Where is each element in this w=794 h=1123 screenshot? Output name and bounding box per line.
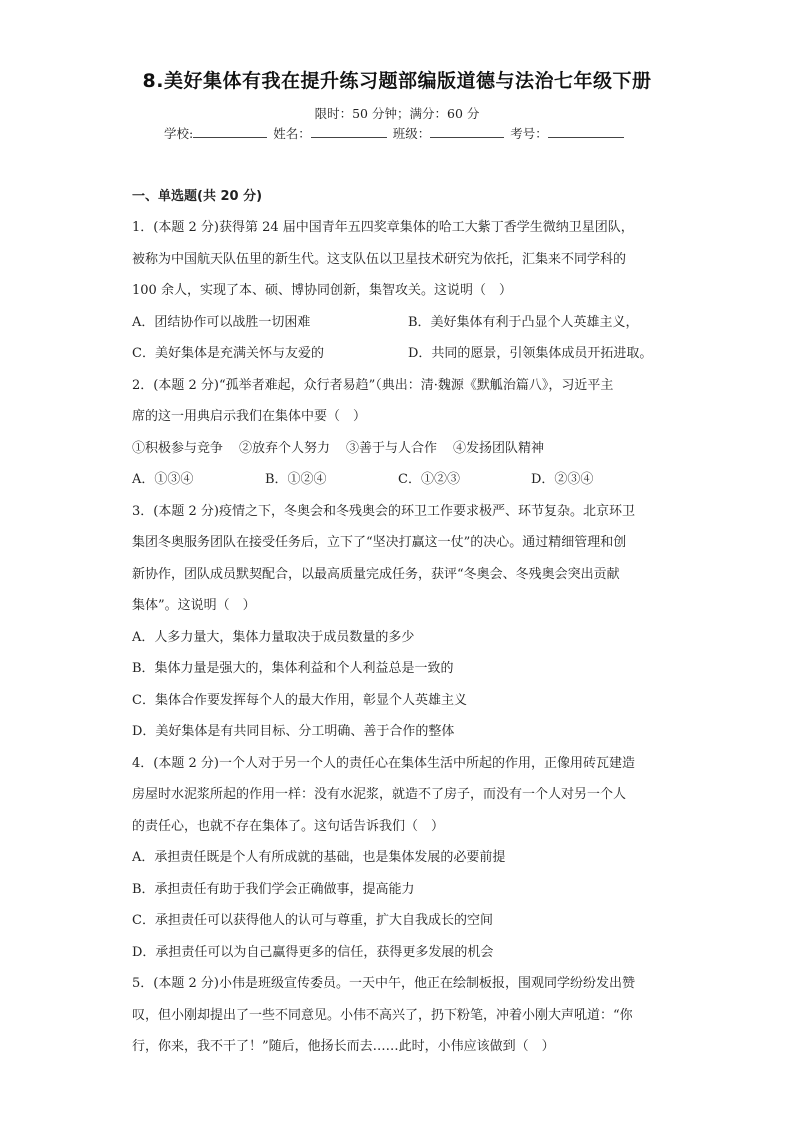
choice-item: ①积极参与竞争 (132, 440, 224, 456)
option-d: D．共同的愿景，引领集体成员开拓进取。 (408, 346, 653, 361)
option-b: B．①②④ (265, 472, 327, 487)
choice-item: ④发扬团队精神 (453, 440, 545, 456)
school-blank (193, 124, 267, 138)
question-text-line: 集团冬奥服务团队在接受任务后，立下了“坚决打赢这一仗”的决心。通过精细管理和创 (132, 535, 627, 550)
question-3 (132, 496, 664, 748)
option-c: C．集体合作要发挥每个人的最大作用，彰显个人英雄主义 (132, 692, 467, 708)
option-d: D．承担责任可以为自己赢得更多的信任，获得更多发展的机会 (132, 944, 494, 960)
question-text-line: 集体”。这说明（ ） (132, 598, 256, 613)
exam-number-label: 考号： (510, 126, 548, 141)
question-text-line: 新协作，团队成员默契配合，以最高质量完成任务，获评“冬奥会、冬残奥会突出贡献 (132, 566, 620, 582)
question-text-line: 4．(本题 2 分)一个人对于另一个人的责任心在集体生活中所起的作用，正像用砖瓦建造 (132, 755, 635, 771)
option-a: A．①③④ (132, 472, 194, 487)
page-title: 8.美好集体有我在提升练习题部编版道德与法治七年级下册 (142, 70, 652, 92)
choice-item: ②放弃个人努力 (239, 440, 331, 456)
question-text-line: 3．(本题 2 分)疫情之下，冬奥会和冬残奥会的环卫工作要求极严、环节复杂。北京环卫 (132, 503, 635, 519)
question-text-line: 2．(本题 2 分)“孤举者难起，众行者易趋”（典出：清·魏源《默觚治篇八》，习近平主 (132, 377, 614, 393)
question-5 (132, 968, 664, 1063)
question-text-line: 行，你来，我不干了！”随后，他扬长而去……此时，小伟应该做到（ ） (132, 1039, 555, 1054)
option-d: D．②③④ (531, 472, 594, 487)
option-c: C．承担责任可以获得他人的认可与尊重，扩大自我成长的空间 (132, 913, 493, 928)
name-blank (311, 124, 387, 138)
option-b: B．承担责任有助于我们学会正确做事，提高能力 (132, 881, 415, 897)
question-1 (132, 212, 664, 370)
question-4 (132, 748, 664, 969)
name-label: 姓名： (273, 126, 311, 141)
question-text-line: 叹，但小刚却提出了一些不同意见。小伟不高兴了，扔下粉笔，冲着小刚大声吼道：“你 (132, 1007, 633, 1023)
option-b: B．集体力量是强大的，集体利益和个人利益总是一致的 (132, 661, 454, 676)
question-text-line: 被称为中国航天队伍里的新生代。这支队伍以卫星技术研究为依托，汇集来不同学科的 (132, 251, 627, 267)
question-text-line: 5．(本题 2 分)小伟是班级宣传委员。一天中午，他正在绘制板报，围观同学纷纷发出赞 (132, 976, 635, 991)
question-text-line: 100 余人，实现了本、硕、博协同创新，集智攻关。这说明（ ） (132, 283, 512, 298)
class-blank (430, 124, 504, 138)
option-a: A．人多力量大，集体力量取决于成员数量的多少 (132, 629, 415, 645)
question-2 (132, 370, 664, 496)
question-text-line: 席的这一用典启示我们在集体中要（ ） (132, 409, 367, 424)
option-c: C．美好集体是充满关怀与友爱的 (132, 346, 324, 361)
option-row (132, 338, 664, 370)
time-score-info: 限时：50 分钟；满分：60 分 (314, 106, 480, 121)
choice-item: ③善于与人合作 (346, 440, 438, 456)
question-text-line: 1．(本题 2 分)获得第 24 届中国青年五四奖章集体的哈工大紫丁香学生微纳卫星团队， (132, 220, 634, 235)
student-info-row (164, 124, 626, 142)
question-content (132, 186, 664, 1063)
class-label: 班级： (392, 126, 431, 141)
exam-number-blank (548, 124, 624, 138)
question-text-line: 房屋时水泥浆所起的作用一样：没有水泥浆，就造不了房子，而没有一个人对另一个人 (132, 787, 627, 802)
school-label: 学校: (164, 126, 194, 141)
option-d: D．美好集体是有共同目标、分工明确、善于合作的整体 (132, 724, 455, 739)
question-text-line: 的责任心，也就不存在集体了。这句话告诉我们（ ） (132, 818, 445, 834)
option-a: A．承担责任既是个人有所成就的基础，也是集体发展的必要前提 (132, 850, 506, 865)
choice-list (132, 433, 664, 465)
option-a: A．团结协作可以战胜一切困难 (132, 314, 311, 330)
option-c: C．①②③ (398, 472, 460, 487)
option-row (132, 307, 664, 339)
section-heading: 一、单选题(共 20 分) (132, 189, 263, 204)
option-row (132, 464, 664, 496)
option-b: B．美好集体有利于凸显个人英雄主义， (408, 314, 639, 330)
